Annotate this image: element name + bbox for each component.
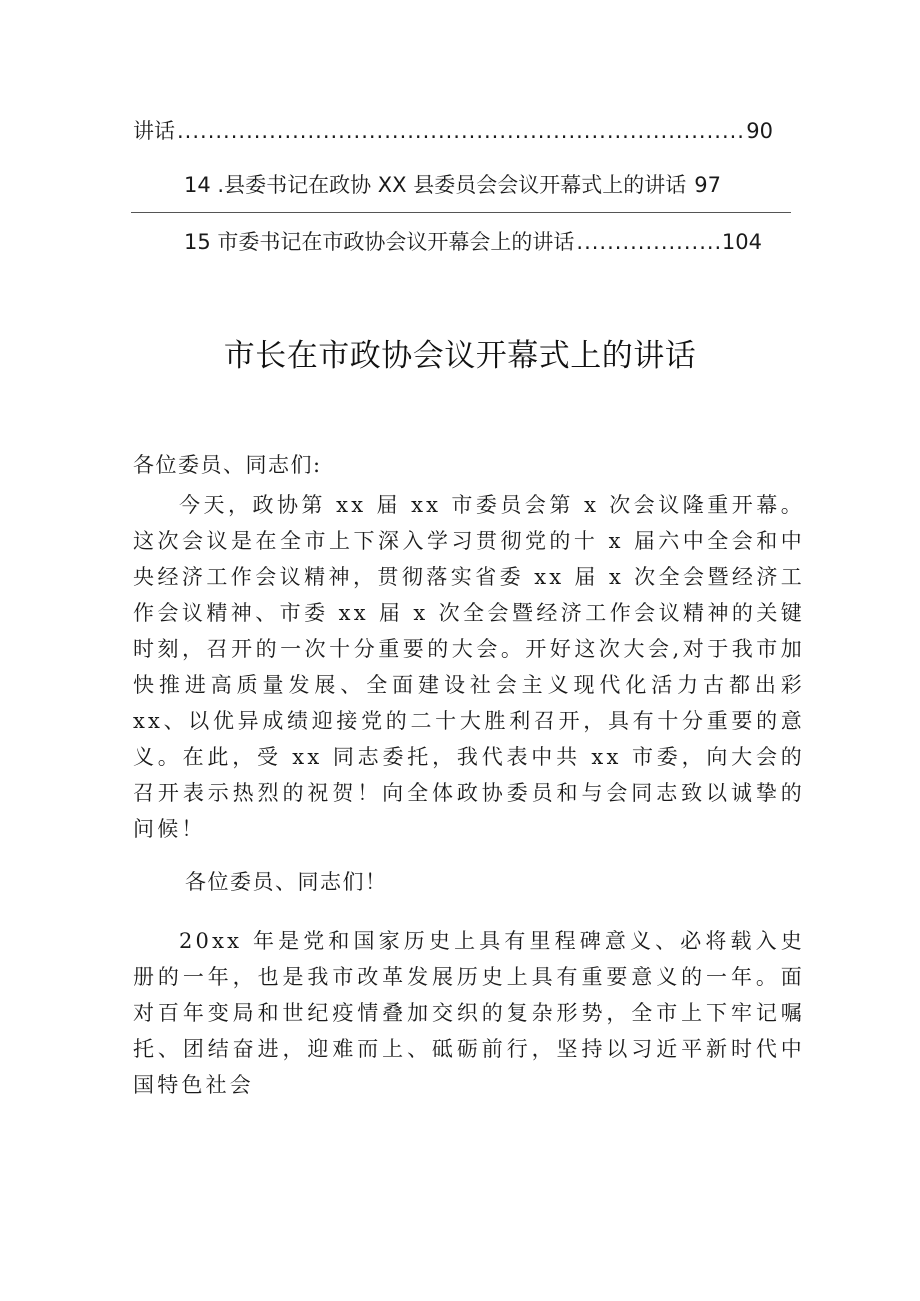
toc-entry-title: 14 .县委书记在政协 XX 县委员会会议开幕式上的讲话 [184,173,687,197]
toc-entry[interactable] [184,171,721,199]
document-title: 市长在市政协会议开幕式上的讲话 [223,338,697,374]
toc-divider [131,212,791,213]
toc-leader-dots [576,228,720,256]
toc-entry[interactable] [184,228,762,256]
toc-entry-title: 讲话 [133,119,175,143]
body-paragraph: 20xx 年是党和国家历史上具有里程碑意义、必将载入史册的一年，也是我市改革发展历史上具有重要意义的一年。面对百年变局和世纪疫情叠加交织的复杂形势，全市上下牢记嘱托、团结奋进，迎难而上、砥砺前行，坚持以习近平新时代中国特色社会 [133,929,805,1097]
toc-entry[interactable] [133,117,773,145]
toc-entry-page: 97 [694,173,721,197]
toc-leader-dots [177,117,744,145]
toc-entry-page: 90 [746,119,773,143]
toc-entry-title: 15 市委书记在市政协会议开幕会上的讲话 [184,230,575,254]
body-paragraph: 今天，政协第 xx 届 xx 市委员会第 x 次会议隆重开幕。这次会议是在全市上下深入学习贯彻党的十 x 届六中全会和中央经济工作会议精神，贯彻落实省委 xx 届 x 次全会暨经济工作会议精神、市委 xx 届 x 次全会暨经济工作会议精神的关键时刻，召开的一次十分重要的大会。开好这次大会,对于我市加快推进高质量发展、全面建设社会主义现代化活力古都出彩 xx、以优异成绩迎接党的二十大胜利召开，具有十分重要的意义。在此，受 xx 同志委托，我代表中共 xx 市委，向大会的召开表示热烈的祝贺！向全体政协委员和与会同志致以诚挚的问候！ [133,493,805,841]
toc-entry-page: 104 [721,230,762,254]
salutation: 各位委员、同志们: [133,453,322,477]
salutation: 各位委员、同志们！ [185,870,388,894]
